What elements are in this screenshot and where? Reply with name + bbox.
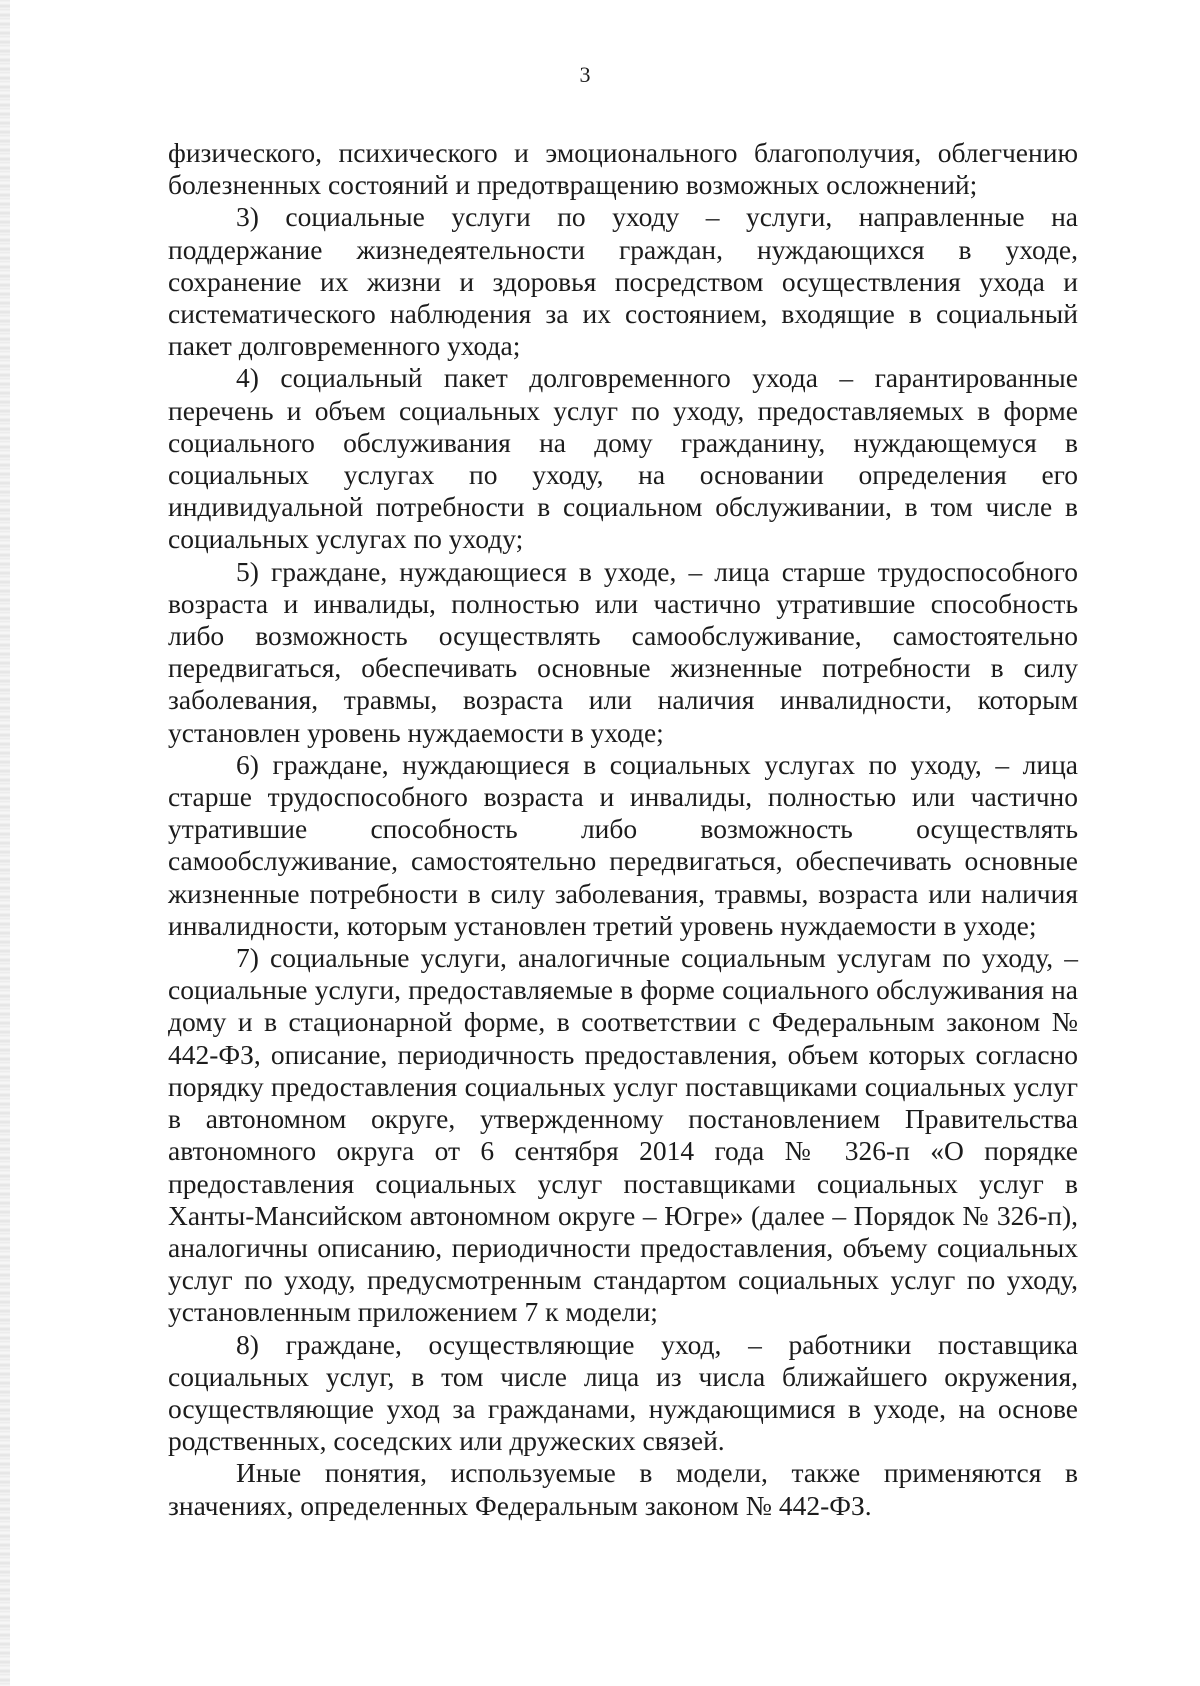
paragraph-item-3: 3) социальные услуги по уходу – услуги, направленные на поддержание жизнедеятельности граждан, нуждающихся в уходе, сохранение их жизни и здоровья посредством осуществления ухода и систематического наблюдения за их состоянием, входящие в социальный пакет долговременного ухода; — [168, 201, 1078, 362]
paragraph-item-8: 8) граждане, осуществляющие уход, – работники поставщика социальных услуг, в том числе лица из числа ближайшего окружения, осуществляющие уход за гражданами, нуждающимися в уходе, на основе родственных, соседских или дружеских связей. — [168, 1328, 1078, 1457]
document-body — [168, 137, 1078, 1522]
paragraph-item-6: 6) граждане, нуждающиеся в социальных услугах по уходу, – лица старше трудоспособного возраста и инвалиды, полностью или частично утратившие способность либо возможность осуществлять самообслуживание, самостоятельно передвигаться, обеспечивать основные жизненные потребности в силу заболевания, травмы, возраста или наличия инвалидности, которым установлен третий уровень нуждаемости в уходе; — [168, 748, 1078, 941]
paragraph-continuation: физического, психического и эмоционального благополучия, облегчению болезненных состояний и предотвращению возможных осложнений; — [168, 137, 1078, 201]
page-number: 3 — [579, 62, 591, 87]
paragraph-closing: Иные понятия, используемые в модели, также применяются в значениях, определенных Федеральным законом № 442-ФЗ. — [168, 1457, 1078, 1521]
scan-edge — [0, 0, 10, 1686]
paragraph-item-4: 4) социальный пакет долговременного ухода – гарантированные перечень и объем социальных услуг по уходу, предоставляемых в форме социального обслуживания на дому гражданину, нуждающемуся в социальных услугах по уходу, на основании определения его индивидуальной потребности в социальном обслуживании, в том числе в социальных услугах по уходу; — [168, 362, 1078, 555]
paragraph-item-7: 7) социальные услуги, аналогичные социальным услугам по уходу, – социальные услуги, предоставляемые в форме социального обслуживания на дому и в стационарной форме, в соответствии с Федеральным законом № 442-ФЗ, описание, периодичность предоставления, объем которых согласно порядку предоставления социальных услуг поставщиками социальных услуг в автономном округе, утвержденному постановлением Правительства автономного округа от 6 сентября 2014 года № 326-п «О порядке предоставления социальных услуг поставщиками социальных услуг в Ханты-Мансийском автономном округе – Югре» (далее – Порядок № 326-п), аналогичны описанию, периодичности предоставления, объему социальных услуг по уходу, предусмотренным стандартом социальных услуг по уходу, установленным приложением 7 к модели; — [168, 942, 1078, 1328]
paragraph-item-5: 5) граждане, нуждающиеся в уходе, – лица старше трудоспособного возраста и инвалиды, полностью или частично утратившие способность либо возможность осуществлять самообслуживание, самостоятельно передвигаться, обеспечивать основные жизненные потребности в силу заболевания, травмы, возраста или наличия инвалидности, которым установлен уровень нуждаемости в уходе; — [168, 555, 1078, 748]
